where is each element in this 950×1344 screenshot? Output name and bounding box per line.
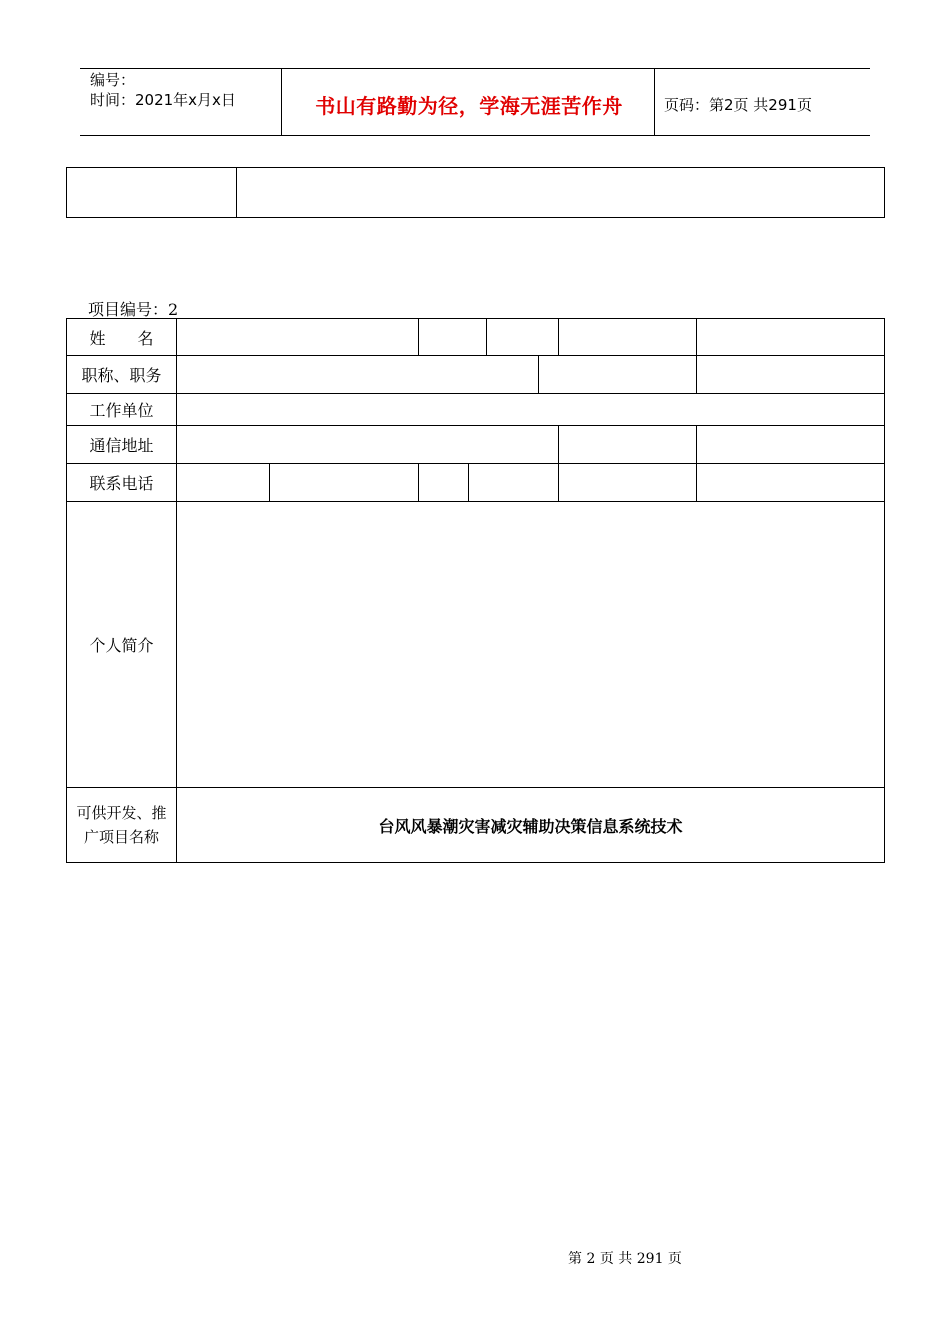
- birth-label-cell[interactable]: [559, 319, 697, 356]
- project-name-label: 可供开发、推广项目名称: [67, 788, 177, 863]
- upper-empty-cell-left[interactable]: [67, 168, 237, 218]
- work-unit-value-cell[interactable]: [177, 394, 885, 426]
- header-meta: [90, 70, 236, 110]
- phone-cell-3[interactable]: [419, 464, 469, 502]
- education-value-cell[interactable]: [697, 356, 885, 394]
- education-label-cell[interactable]: [539, 356, 697, 394]
- postcode-value-cell[interactable]: [697, 426, 885, 464]
- footer-page-number: 第 2 页 共 291 页: [568, 1251, 682, 1267]
- phone-cell-2[interactable]: [270, 464, 419, 502]
- phone-label: 联系电话: [67, 464, 177, 502]
- phone-cell-1[interactable]: [177, 464, 270, 502]
- postcode-label-cell[interactable]: [559, 426, 697, 464]
- phone-cell-4[interactable]: [469, 464, 559, 502]
- header-bottom-rule: [80, 135, 870, 136]
- title-label: 职称、职务: [67, 356, 177, 394]
- row-phone: [67, 464, 885, 502]
- expert-info-table: [66, 318, 885, 863]
- row-work-unit: [67, 394, 885, 426]
- address-label: 通信地址: [67, 426, 177, 464]
- title-value-cell[interactable]: [177, 356, 539, 394]
- bio-value-cell[interactable]: [177, 502, 885, 788]
- row-project-name: [67, 788, 885, 863]
- document-time-label: 时间：2021年x月x日: [90, 91, 236, 109]
- upper-empty-table: [66, 167, 885, 218]
- gender-label-cell[interactable]: [419, 319, 487, 356]
- row-name: [67, 319, 885, 356]
- document-number-label: 编号：: [90, 71, 136, 89]
- header-top-rule: [80, 68, 870, 69]
- name-value-cell[interactable]: [177, 319, 419, 356]
- header-motto: 书山有路勤为径，学海无涯苦作舟: [315, 94, 623, 118]
- upper-empty-cell-right[interactable]: [237, 168, 885, 218]
- work-unit-label: 工作单位: [67, 394, 177, 426]
- name-label: 姓 名: [67, 319, 177, 356]
- address-value-cell[interactable]: [177, 426, 559, 464]
- header-divider-right: [654, 68, 655, 135]
- birth-value-cell[interactable]: [697, 319, 885, 356]
- bio-label: 个人简介: [67, 502, 177, 788]
- row-bio: [67, 502, 885, 788]
- phone-cell-5[interactable]: [559, 464, 697, 502]
- header-divider-left: [281, 68, 282, 135]
- header-page-info: 页码：第2页 共291页: [664, 96, 812, 114]
- project-name-value: 台风风暴潮灾害减灾辅助决策信息系统技术: [177, 788, 885, 863]
- project-number: 项目编号：2: [88, 300, 179, 319]
- gender-value-cell[interactable]: [487, 319, 559, 356]
- row-address: [67, 426, 885, 464]
- phone-cell-6[interactable]: [697, 464, 885, 502]
- row-title: [67, 356, 885, 394]
